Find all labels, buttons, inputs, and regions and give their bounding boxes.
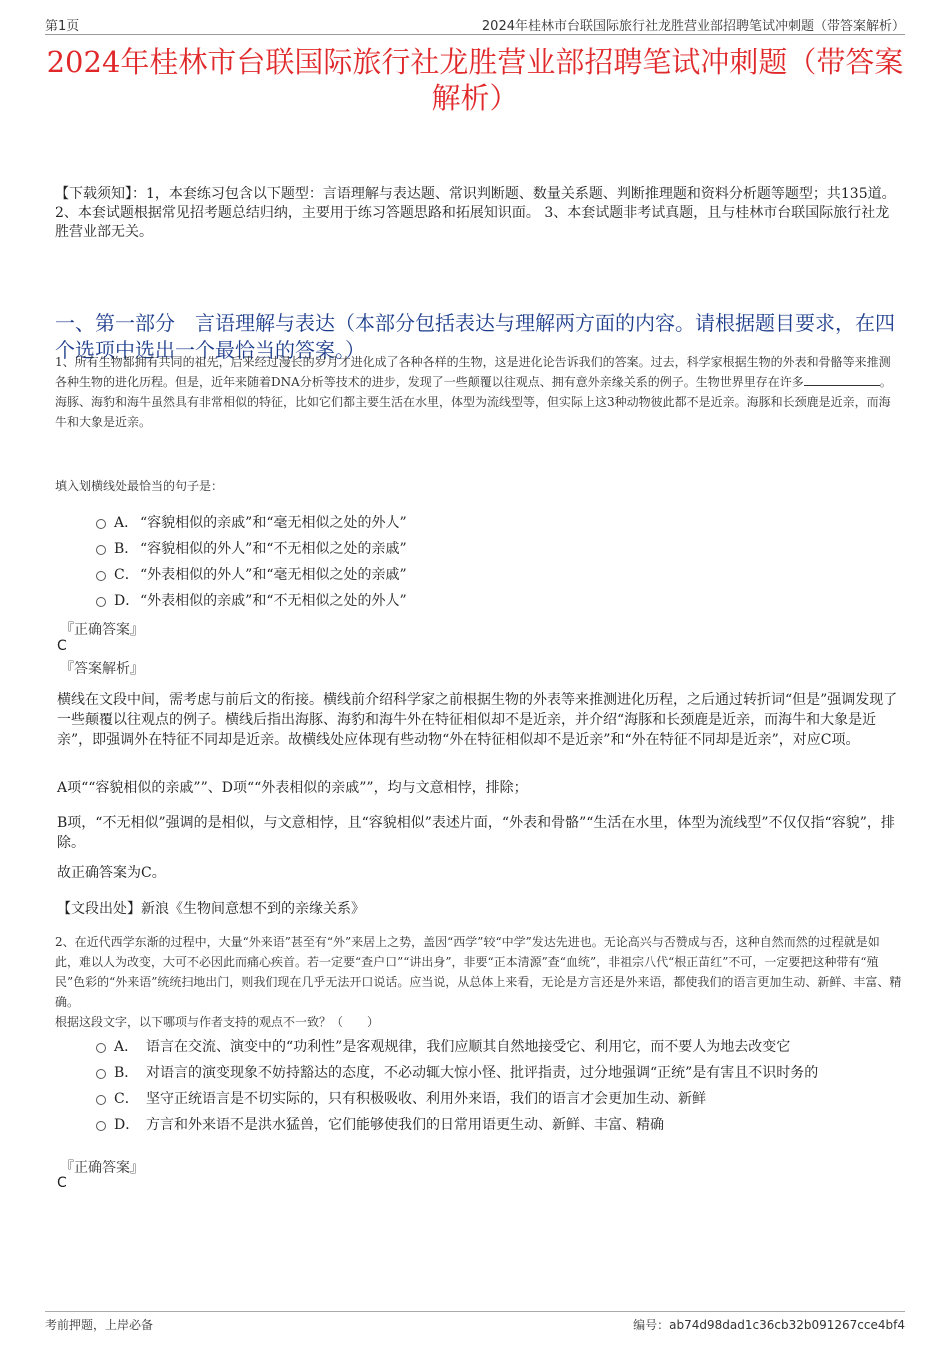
section-title: 一、第一部分 言语理解与表达（本部分包括表达与理解两方面的内容。请根据题目要求，在四个选项中选出一个最恰当的答案。） — [55, 311, 895, 362]
answer-label: 『正确答案』 — [60, 1160, 144, 1176]
radio-button[interactable] — [96, 1043, 106, 1053]
question-1-prompt: 填入划横线处最恰当的句子是： — [55, 479, 224, 493]
question-2-text: 2、在近代西学东渐的过程中，大量“外来语”甚至有“外”来居上之势，盖因“西学”较“中学”发达先进也。无论高兴与否赞成与否，这种自然而然的过程就是如此，难以人为改变，大可不必因此而痛心疾首。若一定要“查户口”“讲出身”，非要“正本清源”查“血统”，非祖宗八代“根正苗红”不可，一定要把这种带有“殖民”色彩的“外来语”统统扫地出门，则我们现在几乎无法开口说话。应当说，从总体上来看，无论是方言还是外来语，都使我们的语言更加生动、新鲜、丰富、精确。 — [55, 935, 902, 1009]
header-doc-title: 2024年桂林市台联国际旅行社龙胜营业部招聘笔试冲刺题（带答案解析） — [481, 19, 905, 34]
analysis-paragraph: A项““容貌相似的亲戚””、D项““外表相似的亲戚””，均与文意相悖，排除； — [57, 780, 528, 796]
analysis-paragraph: 横线在文段中间，需考虑与前后文的衔接。横线前介绍科学家之前根据生物的外表等来推测进化历程，之后通过转折词“但是”强调发现了一些颠覆以往观点的例子。横线后指出海豚、海豹和海牛外在特征相似却不是近亲，并介绍“海豚和长颈鹿是近亲，而海牛和大象是近亲”，即强调外在特征不同却是近亲。故横线处应体现有些动物“外在特征相似却不是近亲”和“外在特征不同却是近亲”，对应C项。 — [57, 692, 898, 748]
answer-blank — [804, 373, 880, 386]
document-id: 编号：ab74d98dad1c36cb32b091267cce4bf4 — [633, 1318, 905, 1332]
analysis-paragraph: B项，“不无相似”强调的是相似，与文意相悖，且“容貌相似”表述片面，“外表和骨骼”“生活在水里，体型为流线型”不仅仅指“容貌”，排除。 — [57, 815, 895, 851]
answer-value: C — [57, 1175, 67, 1191]
question-2-prompt: 根据这段文字，以下哪项与作者支持的观点不一致？（ ） — [55, 1015, 380, 1029]
radio-button[interactable] — [96, 1069, 106, 1079]
radio-button[interactable] — [96, 1095, 106, 1105]
question-1-stem — [55, 352, 902, 432]
radio-button[interactable] — [96, 519, 106, 529]
answer-label: 『正确答案』 — [60, 622, 144, 638]
radio-button[interactable] — [96, 597, 106, 607]
page-number: 第1页 — [45, 19, 80, 34]
page-footer — [45, 1311, 905, 1332]
download-notice: 【下载须知】：1，本套练习包含以下题型：言语理解与表达题、常识判断题、数量关系题、判断推理题和资料分析题等题型；共135道。 2、本套试题根据常见招考题总结归纳，主要用于练习答题思路和拓展知识面。 3、本套试题非考试真题，且与桂林市台联国际旅行社龙胜营业部无关。 — [55, 186, 896, 240]
question-1-stem-before: 1、所有生物都拥有共同的祖先，后来经过漫长的岁月才进化成了各种各样的生物，这是进化论告诉我们的答案。过去，科学家根据生物的外表和骨骼等来推测各种生物的进化历程。但是，近年来随着DNA分析等技术的进步，发现了一些颠覆以往观点、拥有意外亲缘关系的例子。生物世界里存在许多 — [55, 355, 891, 389]
radio-button[interactable] — [96, 545, 106, 555]
radio-button[interactable] — [96, 571, 106, 581]
source-citation: 【文段出处】新浪《生物间意想不到的亲缘关系》 — [57, 901, 365, 917]
document-title: 2024年桂林市台联国际旅行社龙胜营业部招聘笔试冲刺题（带答案解析） — [46, 45, 904, 115]
footer-slogan: 考前押题，上岸必备 — [45, 1318, 154, 1332]
analysis-paragraph: 故正确答案为C。 — [57, 865, 166, 881]
question-1-stem-after: 。海豚、海豹和海牛虽然具有非常相似的特征，比如它们都主要生活在水里，体型为流线型等，但实际上这3种动物彼此都不是近亲。海豚和长颈鹿是近亲，而海牛和大象是近亲。 — [55, 375, 892, 429]
question-2-stem — [55, 932, 902, 1032]
analysis-label: 『答案解析』 — [60, 661, 144, 677]
page-header — [45, 14, 905, 35]
answer-value: C — [57, 638, 67, 654]
radio-button[interactable] — [96, 1121, 106, 1131]
